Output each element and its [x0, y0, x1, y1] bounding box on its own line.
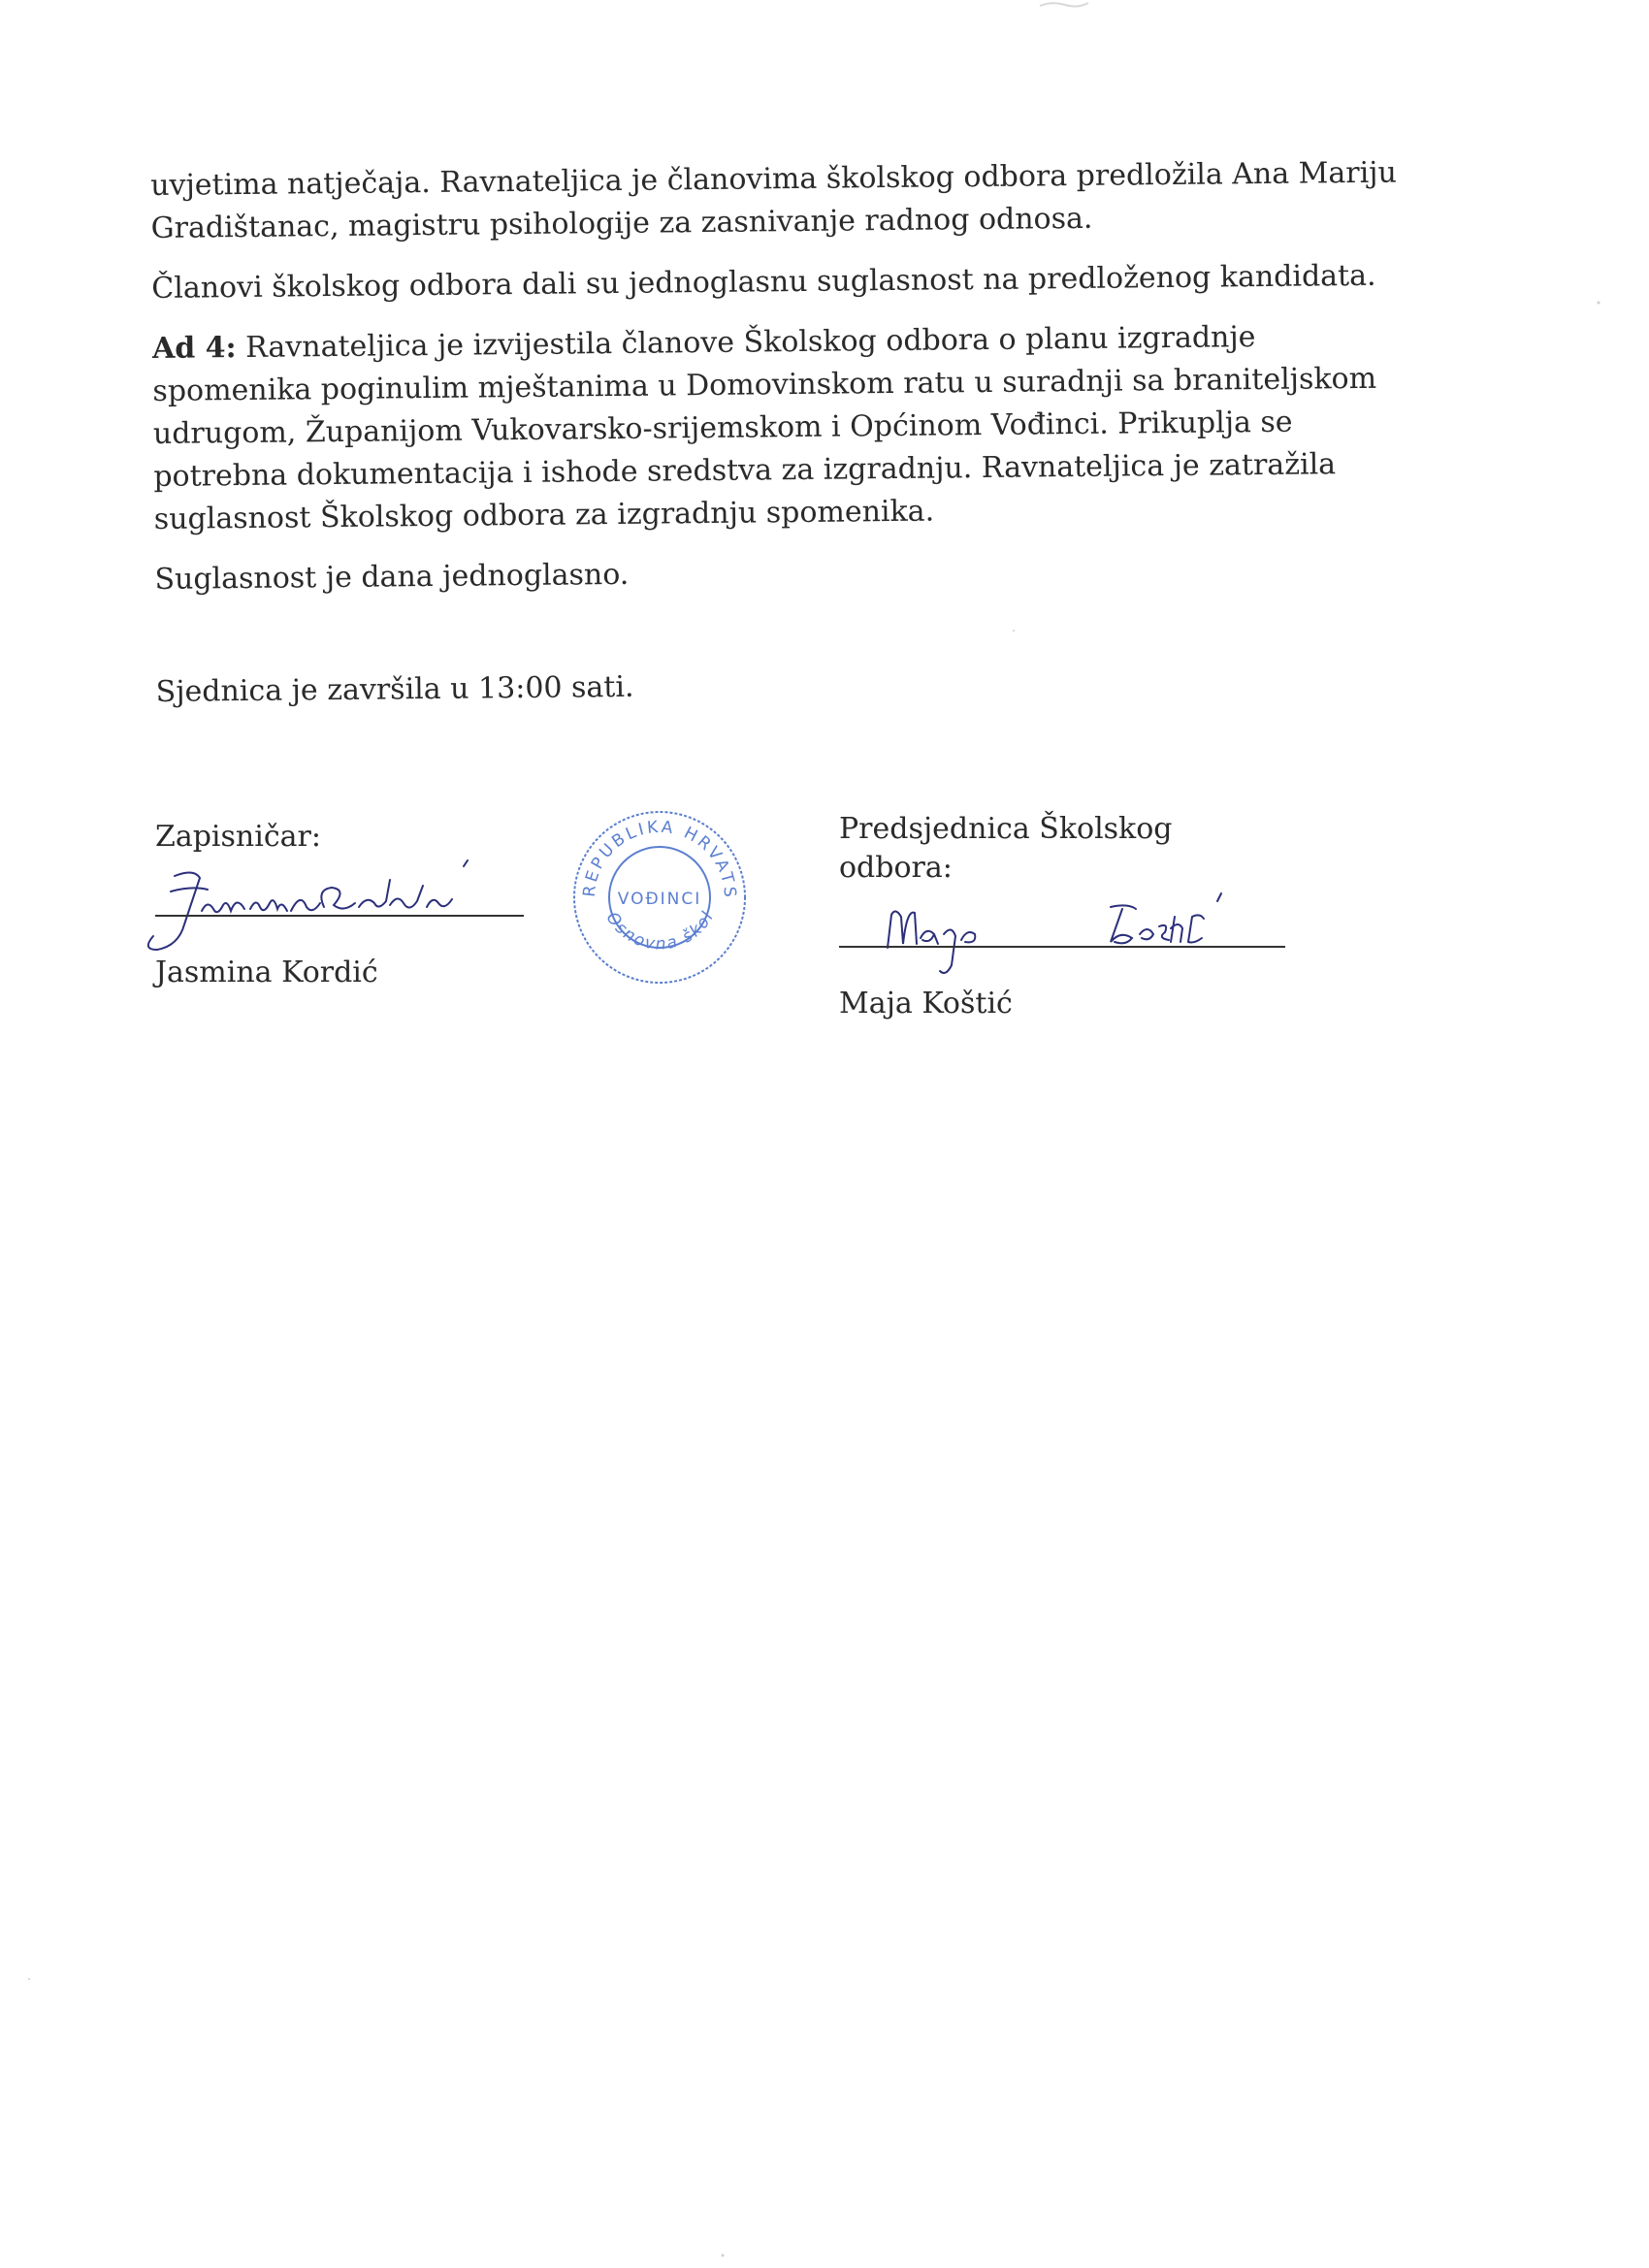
chairperson-name: Maja Koštić	[839, 987, 1013, 1021]
closing-line: Sjednica je završila u 13:00 sati.	[155, 669, 634, 709]
svg-text:Osnovna škola: Osnovna škol	[601, 907, 719, 955]
recorder-name: Jasmina Kordić	[155, 956, 378, 989]
paragraph-text: Suglasnost je dana jednoglasno.	[154, 557, 630, 597]
ad-4-label: Ad 4:	[151, 331, 237, 366]
recorder-label: Zapisničar:	[155, 820, 321, 854]
paragraph-text: Članovi školskog odbora dali su jednoglasnu suglasnost na predloženog kandidata.	[151, 258, 1376, 306]
paragraph-text: uvjetima natječaja. Ravnateljica je članovima školskog odbora predložila Ana Mariju Gradištanac, magistru psihologije za zasnivanje radnog odnosa.	[150, 155, 1398, 245]
chairperson-label: Predsjednica Školskog odbora:	[839, 812, 1173, 885]
svg-text:VOĐINCI: VOĐINCI	[617, 890, 702, 909]
svg-text:REPUBLIKA HRVATSKA: REPUBLIKA HRVATS	[579, 817, 740, 901]
paragraph-text: Ravnateljica je izvijestila članove Školskog odbora o planu izgradnje spomenika poginulim mještanima u Domovinskom ratu u suradnji sa braniteljskom udrugom, Županijom Vukovarsko-srijemskom i Općinom Vođinci. Prikuplja se potrebna dokumentacija i ishode sredstva za izgradnju. Ravnateljica je zatražila suglasnost Školskog odbora za izgradnju spomenika.	[152, 320, 1377, 536]
